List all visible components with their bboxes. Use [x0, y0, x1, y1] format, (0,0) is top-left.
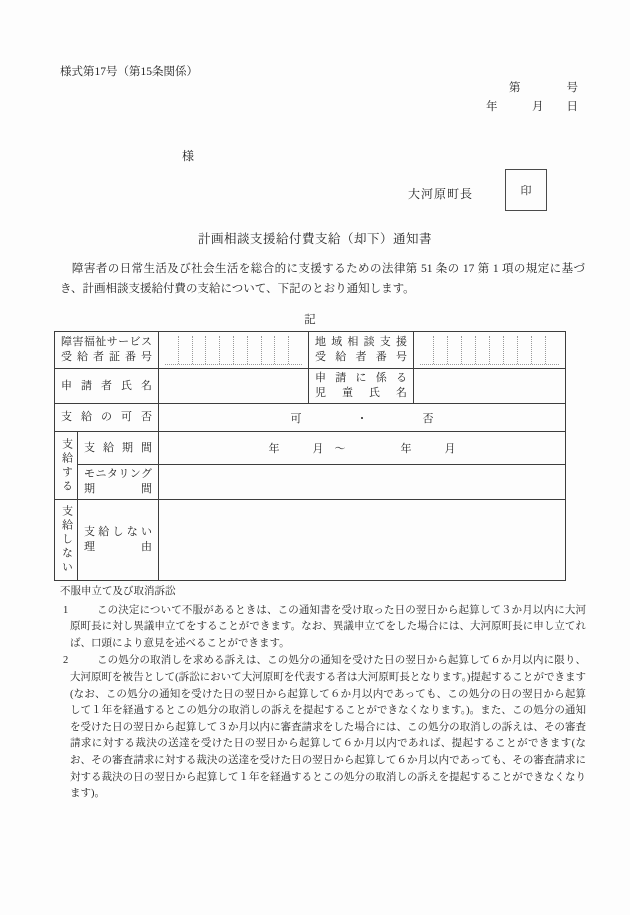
digit-box [490, 336, 504, 364]
digit-box [206, 336, 220, 364]
table-row-no-grant-reason [78, 500, 565, 580]
grant-period-label: 支給期間 [78, 432, 159, 464]
issue-date-label: 年 月 日 [486, 101, 578, 113]
seal-box [505, 169, 547, 211]
cert-number-digit-boxes [165, 336, 302, 365]
digit-box [179, 336, 193, 364]
notice-item [60, 653, 586, 802]
digit-box [518, 336, 532, 364]
table-row-grant-period [78, 432, 565, 465]
applicant-name-label: 申請者氏名 [55, 369, 159, 403]
notice-item-text: この処分の取消しを求める訴えは、この処分の通知を受けた日の翌日から起算して６か月以内に限り、大河原町を被告として(訴訟において大河原町を代表する者は大河原町長となります。)提起することができます(なお、この処分の通知を受けた日の翌日から起算して６か月以内であっても、この処分の日の翌日から起算して１年を経過するとこの処分の取消しの訴えを提起することができなくなります。)。また、この処分の通知を受けた日の翌日から起算して３か月以内に審査請求をした場合には、この処分の取消しの訴えは、その審査請求に対する裁決の送達を受けた日の翌日から起算して６か月以内であれば、提起することができます(なお、その審査請求に対する裁決の送達を受けた日の翌日から起算して６か月以内であっても、その審査請求に対する裁決の日の翌日から起算して１年を経過するとこの処分の取消しの訴えを提起することができなくなります)。 [70, 655, 586, 800]
digit-box [220, 336, 234, 364]
community-consult-number-label: 地域相談支援 受給者番号 [309, 332, 414, 368]
digit-box [546, 336, 559, 364]
notice-item-number: 1 [63, 604, 69, 616]
digit-box [434, 336, 448, 364]
digit-box [476, 336, 490, 364]
service-cert-number-field [159, 332, 309, 368]
digit-box [532, 336, 546, 364]
notice-item [60, 603, 586, 653]
grant-period-value: 年 月 ～ 年 月 [268, 443, 456, 455]
seal-label: 印 [520, 185, 532, 197]
record-marker: 記 [304, 314, 316, 326]
applicant-name-field [159, 369, 309, 403]
child-name-label: 申請に係る 児童氏名 [309, 369, 414, 403]
digit-box [289, 336, 302, 364]
document-title: 計画相談支援給付費支給（却下）通知書 [197, 232, 432, 246]
doc-number-label: 第 号 [509, 82, 578, 94]
appeal-notices-heading: 不服申立て及び取消訴訟 [60, 586, 176, 597]
consult-number-digit-boxes [420, 336, 559, 365]
notice-item-text: この決定について不服があるときは、この通知書を受け取った日の翌日から起算して３か月以内に大河原町長に対し異議申立てをすることができます。なお、異議申立てをした場合には、大河原町長に申し立てれば、口頭により意見を述べることができます。 [70, 604, 586, 649]
digit-box [420, 336, 434, 364]
grant-decision-table [54, 331, 566, 581]
table-row-decision [55, 404, 565, 432]
body-paragraph: 障害者の日常生活及び社会生活を総合的に支援するための法律第 51 条の 17 第 1 項の規定に基づき、計画相談支援給付費の支給について、下記のとおり通知します。 [60, 263, 585, 295]
digit-box [262, 336, 276, 364]
table-group-grant [55, 432, 565, 500]
digit-box [504, 336, 518, 364]
digit-box [448, 336, 462, 364]
decision-value: 可 ・ 否 [290, 412, 434, 425]
grant-group-label: 支給する [55, 432, 78, 499]
digit-box [248, 336, 262, 364]
table-row-cert-number [55, 332, 565, 369]
notice-item-number: 2 [63, 655, 69, 667]
table-row-monitoring [78, 465, 565, 499]
monitoring-period-field [159, 465, 565, 499]
form-number-label: 様式第17号（第15条関係） [60, 66, 198, 78]
table-group-no-grant [55, 500, 565, 580]
decision-label: 支給の可否 [55, 404, 159, 431]
appeal-notices [60, 584, 586, 803]
no-grant-reason-field [159, 500, 565, 580]
digit-box [165, 336, 179, 364]
addressee-honorific: 様 [182, 149, 195, 163]
monitoring-period-label: モニタリング 期間 [78, 465, 159, 499]
child-name-field [414, 369, 565, 403]
no-grant-reason-label: 支給しない 理由 [78, 500, 159, 580]
service-cert-number-label: 障害福祉サービス 受給者証番号 [55, 332, 159, 368]
table-row-applicant [55, 369, 565, 404]
digit-box [234, 336, 248, 364]
digit-box [275, 336, 289, 364]
community-consult-number-field [414, 332, 565, 368]
issuer-name: 大河原町長 [408, 187, 474, 201]
digit-box [193, 336, 207, 364]
digit-box [462, 336, 476, 364]
no-grant-group-label: 支給しない [55, 500, 78, 580]
